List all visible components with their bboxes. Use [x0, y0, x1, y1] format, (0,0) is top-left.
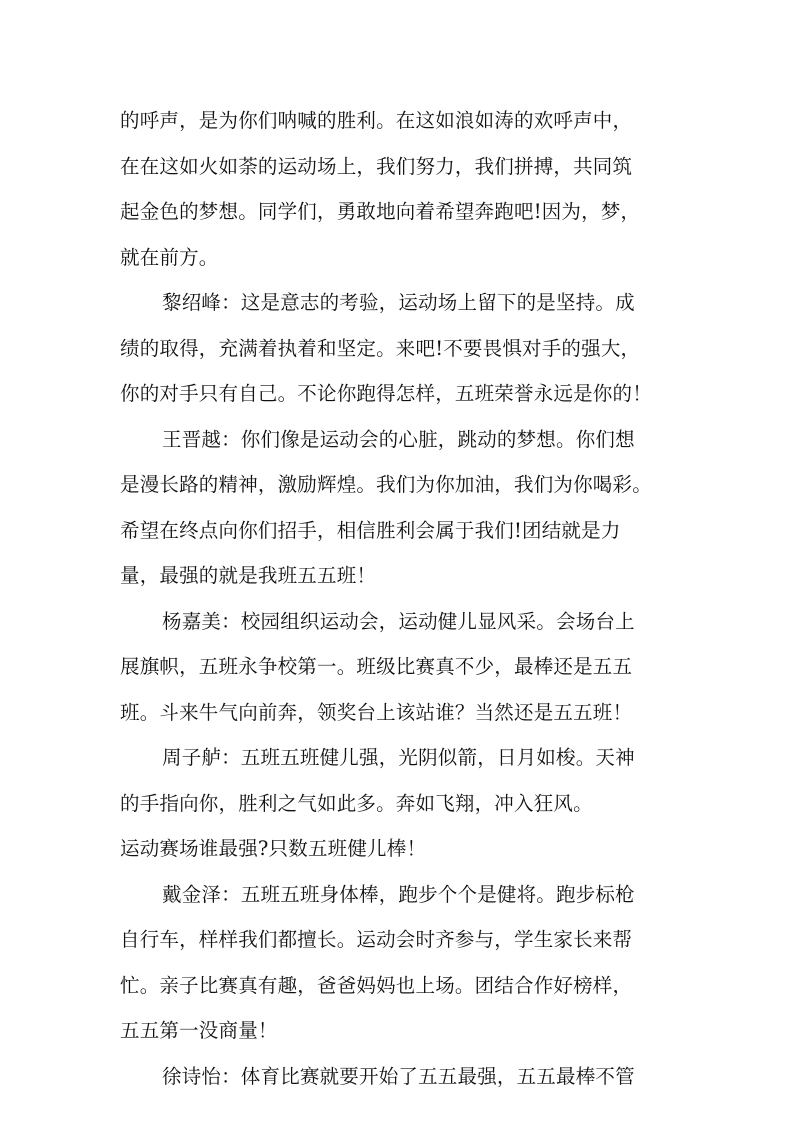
paragraph-start-line: 黎绍峰：这是意志的考验，运动场上留下的是坚持。成: [162, 291, 635, 314]
text-line: 自行车，样样我们都擅长。运动会时齐参与，学生家长来帮: [120, 928, 633, 951]
text-line: 起金色的梦想。同学们，勇敢地向着希望奔跑吧!因为，梦，: [120, 200, 641, 223]
paragraph-start-line: 王晋越：你们像是运动会的心脏，跳动的梦想。你们想: [162, 427, 635, 451]
text-line: 是漫长路的精神，激励辉煌。我们为你加油，我们为你喝彩。: [120, 473, 652, 496]
paragraph-start-line: 周子舻：五班五班健儿强，光阴似箭，日月如梭。天神: [162, 746, 635, 769]
text-line: 就在前方。: [120, 245, 219, 269]
text-line: 展旗帜，五班永争校第一。班级比赛真不少，最棒还是五五: [120, 655, 633, 678]
text-line: 量，最强的就是我班五五班！: [120, 564, 377, 587]
paragraph-start-line: 戴金泽：五班五班身体棒，跑步个个是健将。跑步标枪: [162, 882, 635, 906]
text-line: 班。斗来牛气向前奔，领奖台上该站谁？当然还是五五班！: [120, 700, 633, 724]
document-body: [120, 98, 680, 1099]
text-line: 忙。亲子比赛真有趣，爸爸妈妈也上场。团结合作好榜样，: [120, 973, 633, 997]
text-line: 的手指向你，胜利之气如此多。奔如飞翔，冲入狂风。: [120, 791, 593, 815]
text-line: 绩的取得，充满着执着和坚定。来吧!不要畏惧对手的强大，: [120, 336, 641, 360]
text-line: 的呼声，是为你们呐喊的胜利。在这如浪如涛的欢呼声中，: [120, 109, 633, 132]
text-line: 你的对手只有自己。不论你跑得怎样，五班荣誉永远是你的！: [120, 382, 652, 405]
paragraph-start-line: 徐诗怡：体育比赛就要开始了五五最强，五五最棒不管: [162, 1064, 635, 1088]
text-line: 运动赛场谁最强?只数五班健儿棒！: [120, 837, 427, 860]
paragraph-start-line: 杨嘉美：校园组织运动会，运动健儿显风采。会场台上: [162, 609, 635, 633]
text-line: 在在这如火如荼的运动场上，我们努力，我们拼搏，共同筑: [120, 154, 633, 178]
text-line: 希望在终点向你们招手，相信胜利会属于我们!团结就是力: [120, 518, 621, 542]
text-line: 五五第一没商量！: [120, 1019, 278, 1042]
